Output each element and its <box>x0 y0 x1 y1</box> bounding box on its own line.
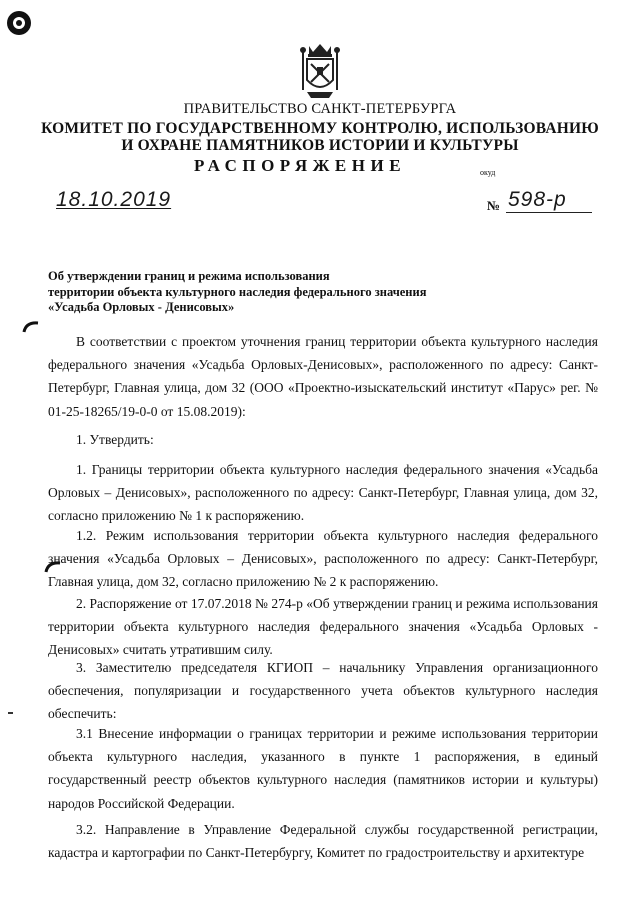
body-paragraph-7 <box>48 722 598 824</box>
body-paragraph-4 <box>48 524 598 603</box>
number-underline <box>506 212 592 213</box>
subject-line: «Усадьба Орловых - Денисовых» <box>48 300 235 314</box>
margin-mark <box>22 320 40 334</box>
paragraph: В соответствии с проектом уточнения границ территории объекта культурного наследия федерального значения «Усадьба Орловых-Денисовых», расположенного по адресу: Санкт-Петербург, Главная улица, дом 32 (ООО «Проектно-изыскательский институт «Парус» рег. № 01-25-18265/19-0-0 от 15.08.2019): <box>48 334 598 419</box>
document-subject <box>48 269 426 316</box>
paragraph: 3. Заместителю председателя КГИОП – начальнику Управления организационного обеспечения, популяризации и государственного учета объектов культурного наследия обеспечить: <box>48 660 598 722</box>
coat-of-arms-icon <box>299 42 341 100</box>
committee-name-line1: КОМИТЕТ ПО ГОСУДАРСТВЕННОМУ КОНТРОЛЮ, ИСПОЛЬЗОВАНИЮ <box>41 120 599 137</box>
government-name: ПРАВИТЕЛЬСТВО САНКТ-ПЕТЕРБУРГА <box>183 101 457 117</box>
round-stamp-icon <box>6 10 32 36</box>
paragraph: 2. Распоряжение от 17.07.2018 № 274-р «Об утверждении границ и режима использования территории объекта культурного наследия федерального значения «Усадьба Орловых - Денисовых» считать утратившим силу. <box>48 596 598 658</box>
okud-label: окуд <box>480 168 496 177</box>
paragraph: 1. Границы территории объекта культурного наследия федерального значения «Усадьба Орловых – Денисовых», расположенного по адресу: Санкт-Петербург, Главная улица, дом 32, согласно приложению № 1 к распоряжению. <box>48 462 598 524</box>
handwritten-date: 18.10.2019 <box>56 188 172 211</box>
paragraph: 1. Утвердить: <box>76 432 154 447</box>
paragraph: 3.1 Внесение информации о границах территории и режиме использования территории объекта культурного наследия, указанного в пункте 1 распоряжения, в единый государственный реестр объектов культурного наследия (памятников истории и культуры) народов Российской Федерации. <box>48 726 598 811</box>
paragraph: 1.2. Режим использования территории объекта культурного наследия федерального значения «Усадьба Орловых – Денисовых», расположенного по адресу: Санкт-Петербург, Главная улица, дом 32, согласно приложению № 2 к распоряжению. <box>48 528 598 590</box>
paragraph: 3.2. Направление в Управление Федеральной службы государственной регистрации, кадастра и картографии по Санкт-Петербургу, Комитет по градостроительству и архитектуре <box>48 822 598 861</box>
subject-line: территории объекта культурного наследия федерального значения <box>48 284 427 299</box>
committee-name-line2: И ОХРАНЕ ПАМЯТНИКОВ ИСТОРИИ И КУЛЬТУРЫ <box>121 137 519 154</box>
margin-dot <box>8 712 13 715</box>
body-paragraph-1 <box>48 330 598 432</box>
subject-line: Об утверждении границ и режима использования <box>48 269 330 283</box>
number-label: № <box>487 198 501 213</box>
body-paragraph-2 <box>48 428 598 460</box>
document-type: РАСПОРЯЖЕНИЕ <box>193 156 407 175</box>
body-paragraph-8 <box>48 818 598 873</box>
handwritten-number: 598-р <box>508 188 567 211</box>
